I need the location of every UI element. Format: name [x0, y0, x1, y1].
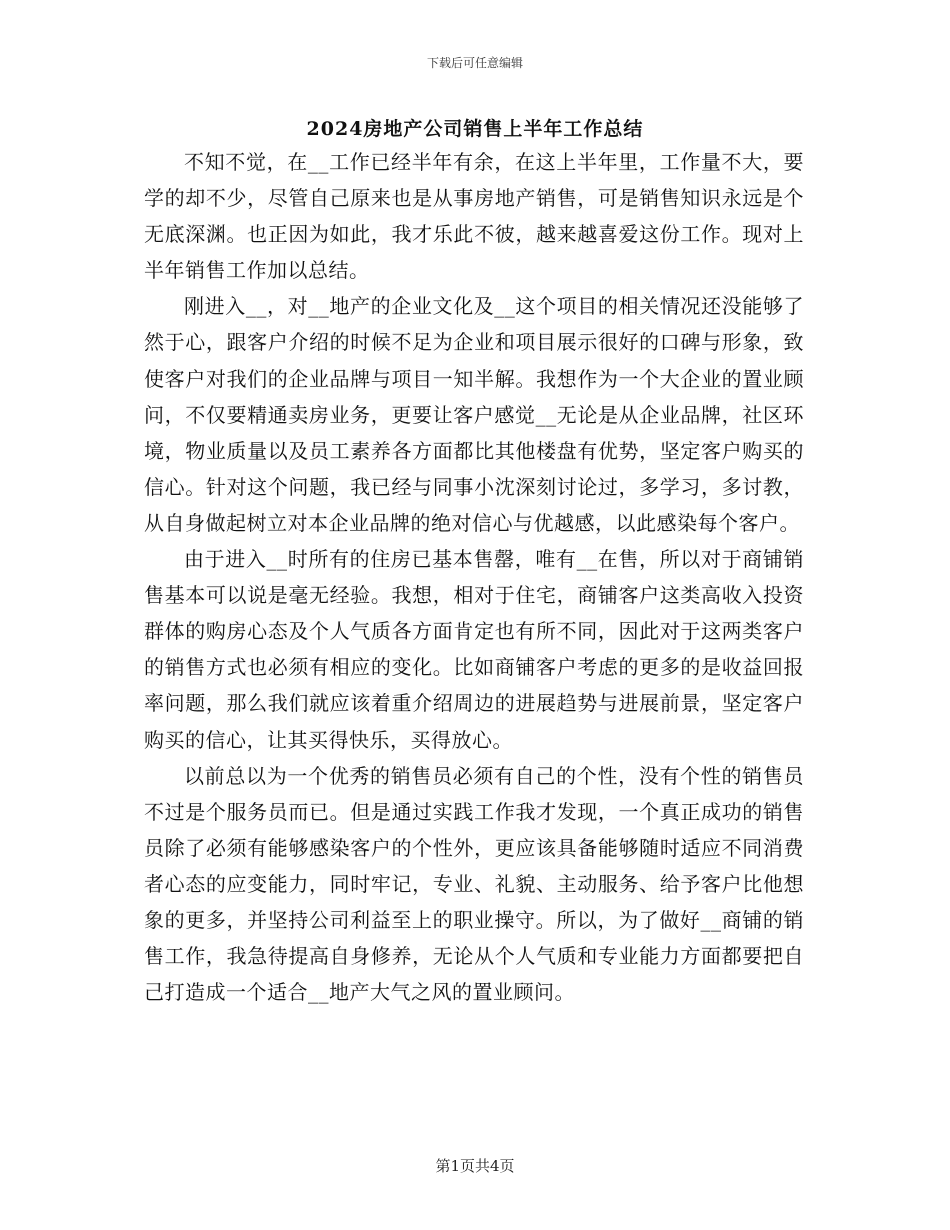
paragraph: 不知不觉，在__工作已经半年有余，在这上半年里，工作量不大，要学的却不少，尽管自己原来也是从事房地产销售，可是销售知识永远是个无底深渊。也正因为如此，我才乐此不彼，越来越喜爱这份工作。现对上半年销售工作加以总结。	[144, 150, 804, 283]
page-number: 第1页共4页	[435, 1157, 515, 1175]
paragraph: 刚进入__，对__地产的企业文化及__这个项目的相关情况还没能够了然于心，跟客户介绍的时候不足为企业和项目展示很好的口碑与形象，致使客户对我们的企业品牌与项目一知半解。我想作为一个大企业的置业顾问，不仅要精通卖房业务，更要让客户感觉__无论是从企业品牌，社区环境，物业质量以及员工素养各方面都比其他楼盘有优势，坚定客户购买的信心。针对这个问题，我已经与同事小沈深刻讨论过，多学习，多讨教，从自身做起树立对本企业品牌的绝对信心与优越感，以此感染每个客户。	[144, 294, 804, 535]
paragraph: 由于进入__时所有的住房已基本售罄，唯有__在售，所以对于商铺销售基本可以说是毫无经验。我想，相对于住宅，商铺客户这类高收入投资群体的购房心态及个人气质各方面肯定也有所不同，因此对于这两类客户的销售方式也必须有相应的变化。比如商铺客户考虑的更多的是收益回报率问题，那么我们就应该着重介绍周边的进展趋势与进展前景，坚定客户购买的信心，让其买得快乐，买得放心。	[144, 547, 804, 752]
page-header-note: 下载后可任意编辑	[426, 56, 523, 70]
document-title: 2024房地产公司销售上半年工作总结	[306, 118, 644, 140]
paragraph: 以前总以为一个优秀的销售员必须有自己的个性，没有个性的销售员不过是个服务员而已。但是通过实践工作我才发现，一个真正成功的销售员除了必须有能够感染客户的个性外，更应该具备能够随时适应不同消费者心态的应变能力，同时牢记，专业、礼貌、主动服务、给予客户比他想象的更多，并坚持公司利益至上的职业操守。所以，为了做好__商铺的销售工作，我急待提高自身修养，无论从个人气质和专业能力方面都要把自己打造成一个适合__地产大气之风的置业顾问。	[144, 763, 804, 1005]
document-body	[144, 144, 804, 1010]
